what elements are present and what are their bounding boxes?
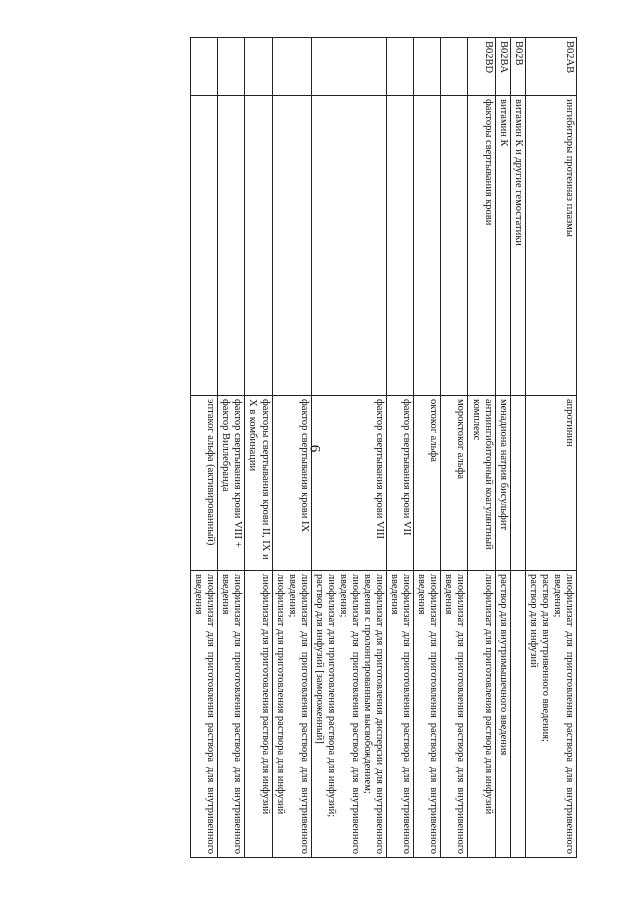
table-row <box>272 38 311 858</box>
dosage-forms-cell <box>218 571 245 858</box>
dosage-forms-cell <box>311 571 386 858</box>
table-row <box>311 38 386 858</box>
dosage-forms-cell <box>414 571 441 858</box>
atc-code-cell: B02BA <box>495 38 510 96</box>
table-row <box>525 38 576 858</box>
atc-code-cell <box>441 38 468 96</box>
dosage-form-line: лиофилизат для приготовления раствора для инфузий <box>274 574 286 815</box>
atc-code-cell <box>191 38 218 96</box>
dosage-form-line: лиофилизат для приготовления раствора для инфузий; <box>325 574 337 818</box>
group-name-cell <box>272 96 311 396</box>
atc-code-cell: B02B <box>510 38 525 96</box>
group-name-cell: витамин К <box>495 96 510 396</box>
dosage-forms-cell <box>245 571 272 858</box>
atc-code-cell <box>272 38 311 96</box>
page-number: 6 <box>306 444 323 453</box>
table-row <box>495 38 510 858</box>
group-name-cell <box>218 96 245 396</box>
drug-name-cell: менадиона натрия бисульфит <box>495 396 510 571</box>
table-row <box>510 38 525 858</box>
atc-code-cell <box>311 38 386 96</box>
group-name-cell <box>441 96 468 396</box>
dosage-form-line: раствор для внутривенного введения; <box>539 574 551 742</box>
group-name-cell <box>245 96 272 396</box>
drug-name-cell: мороктоког альфа <box>441 396 468 571</box>
atc-code-cell: B02BD <box>468 38 495 96</box>
drug-name-cell: факторы свертывания крови II, IX и X в комбинации <box>245 396 272 571</box>
dosage-form-line: раствор для инфузий [замороженный] <box>313 574 325 744</box>
table-row <box>387 38 414 858</box>
table-row <box>414 38 441 858</box>
drug-name-cell <box>510 396 525 571</box>
rotated-page-content <box>97 37 577 857</box>
drug-name-cell: октоког альфа <box>414 396 441 571</box>
dosage-form-line: лиофилизат для приготовления раствора для внутривенного введения <box>193 574 217 854</box>
dosage-form-line: лиофилизат для приготовления раствора для внутривенного введения <box>443 574 467 854</box>
dosage-forms-cell <box>441 571 468 858</box>
atc-code-cell <box>245 38 272 96</box>
dosage-form-line: лиофилизат для приготовления раствора для внутривенного введения; <box>551 574 575 854</box>
group-name-cell: факторы свертывания крови <box>468 96 495 396</box>
table-row <box>218 38 245 858</box>
dosage-form-line: лиофилизат для приготовления раствора для инфузий <box>482 574 494 815</box>
drug-name-cell: антиингибиторный коагулянтный комплекс <box>468 396 495 571</box>
group-name-cell <box>387 96 414 396</box>
dosage-form-line: раствор для внутримышечного введения <box>497 574 509 756</box>
table-row <box>441 38 468 858</box>
dosage-form-line: лиофилизат для приготовления раствора для инфузий <box>259 574 271 815</box>
drug-name-cell: апротинин <box>525 396 576 571</box>
atc-code-cell: B02AB <box>525 38 576 96</box>
dosage-form-line: лиофилизат для приготовления раствора для внутривенного введения <box>220 574 244 854</box>
dosage-forms-cell <box>468 571 495 858</box>
group-name-cell: витамин К и другие гемостатики <box>510 96 525 396</box>
dosage-forms-cell <box>510 571 525 858</box>
table-row <box>245 38 272 858</box>
group-name-cell <box>191 96 218 396</box>
dosage-forms-cell <box>387 571 414 858</box>
table-row <box>191 38 218 858</box>
drug-name-cell: эптаког альфа (активированный) <box>191 396 218 571</box>
group-name-cell: ингибиторы протеиназ плазмы <box>525 96 576 396</box>
drug-name-cell: фактор свертывания крови VIII <box>311 396 386 571</box>
dosage-form-line: раствор для инфузий <box>527 574 539 668</box>
dosage-forms-cell <box>525 571 576 858</box>
drug-name-cell: фактор свертывания крови VIII + фактор Виллебранда <box>218 396 245 571</box>
drug-name-cell: фактор свертывания крови VII <box>387 396 414 571</box>
table-row <box>468 38 495 858</box>
group-name-cell <box>414 96 441 396</box>
atc-code-cell <box>414 38 441 96</box>
dosage-forms-cell <box>191 571 218 858</box>
dosage-forms-cell <box>495 571 510 858</box>
group-name-cell <box>311 96 386 396</box>
drug-name-cell: фактор свертывания крови IX <box>272 396 311 571</box>
atc-code-cell <box>387 38 414 96</box>
atc-code-cell <box>218 38 245 96</box>
dosage-forms-cell <box>272 571 311 858</box>
dosage-form-line: лиофилизат для приготовления раствора для внутривенного введения; <box>337 574 361 854</box>
dosage-form-line: лиофилизат для приготовления раствора для внутривенного введения <box>389 574 413 854</box>
dosage-form-line: лиофилизат для приготовления дисперсии для внутривенного введения с пролонгированным высвобождением; <box>362 574 386 854</box>
drug-table <box>190 37 577 858</box>
dosage-form-line: лиофилизат для приготовления раствора для внутривенного введения <box>416 574 440 854</box>
dosage-form-line: лиофилизат для приготовления раствора для внутривенного введения; <box>286 574 310 854</box>
